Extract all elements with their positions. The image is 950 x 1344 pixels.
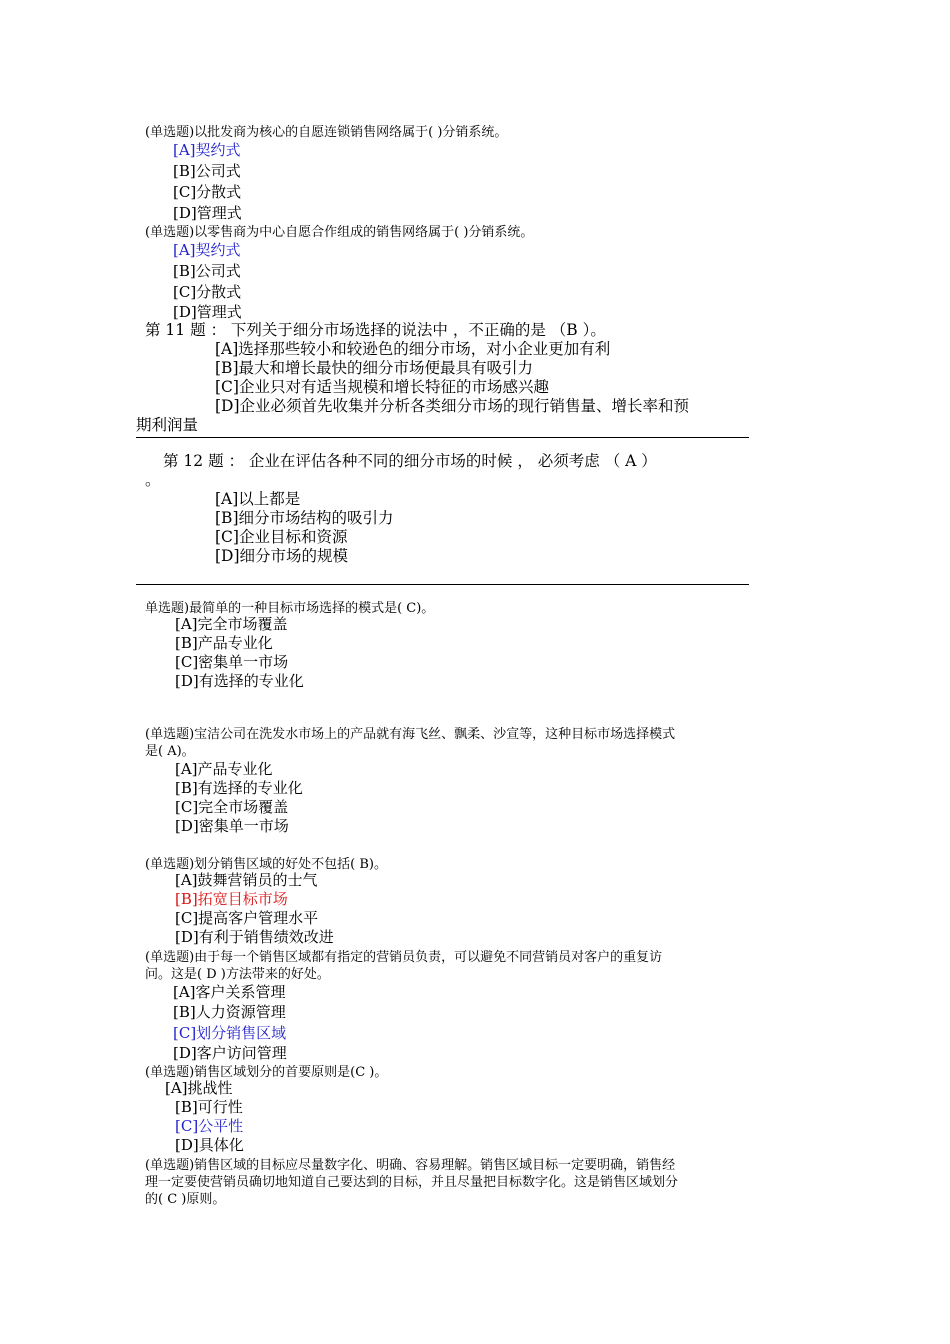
option-answer: [B]拓宽目标市场	[175, 890, 288, 908]
option-answer: [C]公平性	[175, 1117, 244, 1135]
option: [B]细分市场结构的吸引力	[215, 509, 394, 527]
divider	[136, 584, 749, 585]
option: [A]客户关系管理	[173, 983, 286, 1001]
option-answer: [C]划分销售区域	[173, 1024, 287, 1042]
question-text: (单选题)以零售商为中心自愿合作组成的销售网络属于( )分销系统。	[145, 225, 534, 240]
option: [B]公司式	[173, 262, 241, 280]
question-text: (单选题)销售区域划分的首要原则是(C )。	[145, 1065, 388, 1080]
option: [D]密集单一市场	[175, 817, 289, 835]
option: [C]企业目标和资源	[215, 528, 348, 546]
question-continuation: 是( A)。	[145, 744, 195, 759]
option: [C]提高客户管理水平	[175, 909, 319, 927]
option: [A]鼓舞营销员的士气	[175, 871, 318, 889]
question-text: 第 12 题 ： 企业在评估各种不同的细分市场的时候 ， 必须考虑 （ A ）	[163, 452, 657, 470]
question-text: 单选题)最简单的一种目标市场选择的模式是( C)。	[145, 601, 435, 616]
option: [A]完全市场覆盖	[175, 615, 288, 633]
option: [B]公司式	[173, 162, 241, 180]
question-text: (单选题)以批发商为核心的自愿连锁销售网络属于( )分销系统。	[145, 125, 508, 140]
option: [B]产品专业化	[175, 634, 273, 652]
option: [C]分散式	[173, 183, 242, 201]
option: [A]挑战性	[165, 1079, 233, 1097]
option: [D]有选择的专业化	[175, 672, 304, 690]
question-text: (单选题)宝洁公司在洗发水市场上的产品就有海飞丝、飘柔、沙宣等，这种目标市场选择模式	[145, 727, 676, 742]
question-continuation: 理一定要使营销员确切地知道自己要达到的目标，并且尽量把目标数字化。这是销售区域划分	[145, 1175, 679, 1190]
option: [C]分散式	[173, 283, 242, 301]
question-continuation: 的( C )原则。	[145, 1192, 226, 1207]
option: [D]细分市场的规模	[215, 547, 349, 565]
option: [D]管理式	[173, 204, 242, 222]
option: [A]选择那些较小和较逊色的细分市场，对小企业更加有利	[215, 340, 611, 358]
option-answer: [A]契约式	[173, 141, 241, 159]
divider	[136, 437, 749, 438]
option: [C]企业只对有适当规模和增长特征的市场感兴趣	[215, 378, 549, 396]
option: [C]密集单一市场	[175, 653, 289, 671]
option: [D]管理式	[173, 303, 242, 321]
option: [D]企业必须首先收集并分析各类细分市场的现行销售量、增长率和预	[215, 397, 690, 415]
option: [B]人力资源管理	[173, 1003, 286, 1021]
question-text: (单选题)划分销售区域的好处不包括( B)。	[145, 857, 387, 872]
option: [B]最大和增长最快的细分市场便最具有吸引力	[215, 359, 533, 377]
option: [D]具体化	[175, 1136, 244, 1154]
question-text: (单选题)由于每一个销售区域都有指定的营销员负责，可以避免不同营销员对客户的重复访	[145, 950, 663, 965]
option: [D]有利于销售绩效改进	[175, 928, 334, 946]
option: [C]完全市场覆盖	[175, 798, 289, 816]
option: [B]可行性	[175, 1098, 243, 1116]
question-continuation: 。	[145, 471, 161, 489]
option-answer: [A]契约式	[173, 241, 241, 259]
option-continuation: 期利润量	[136, 416, 199, 434]
option: [B]有选择的专业化	[175, 779, 303, 797]
question-continuation: 问。这是( D )方法带来的好处。	[145, 967, 330, 982]
question-text: (单选题)销售区域的目标应尽量数字化、明确、容易理解。销售区域目标一定要明确，销售经	[145, 1158, 676, 1173]
option: [A]产品专业化	[175, 760, 273, 778]
option: [A]以上都是	[215, 490, 301, 508]
option: [D]客户访问管理	[173, 1044, 287, 1062]
question-text: 第 11 题 ： 下列关于细分市场选择的说法中 ，不正确的是 （B ）。	[145, 321, 606, 339]
